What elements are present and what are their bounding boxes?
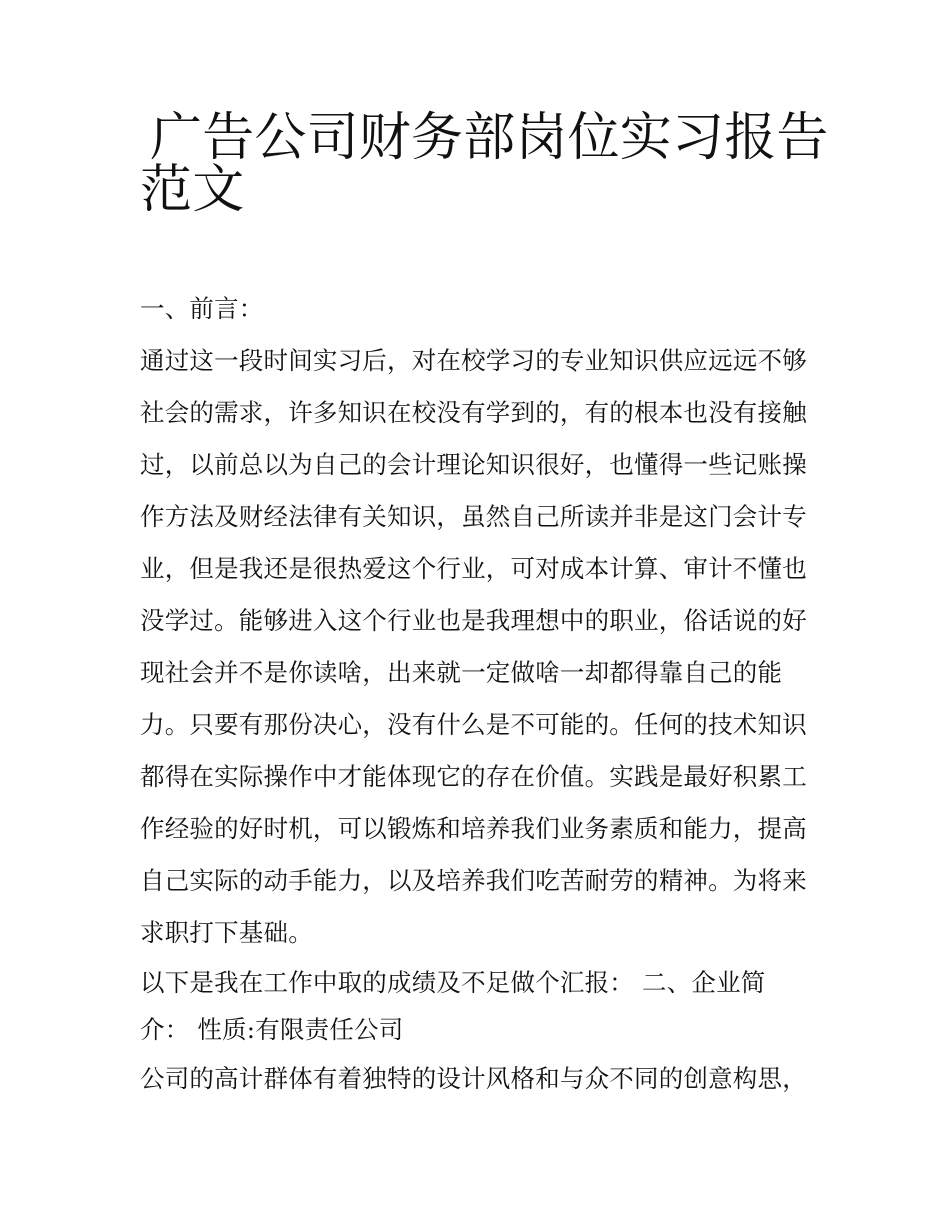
document-body	[140, 283, 830, 1105]
body-text-line: 没学过。能够进入这个行业也是我理想中的职业，俗话说的好	[140, 606, 807, 635]
title-line-1: 广告公司财务部岗位实习报告	[150, 108, 829, 168]
document-title	[140, 108, 829, 220]
section-heading-preface: 一、前言：	[140, 294, 264, 323]
body-text-line: 都得在实际操作中才能体现它的存在价值。实践是最好积累工	[140, 762, 807, 791]
body-text-line: 公司的高计群体有着独特的设计风格和与众不同的创意构思，	[140, 1064, 807, 1093]
body-text-line: 以下是我在工作中取的成绩及不足做个汇报： 二、企业简	[140, 968, 766, 997]
body-text-line: 作经验的好时机，可以锻炼和培养我们业务素质和能力，提高	[140, 814, 807, 843]
body-text-line: 介： 性质:有限责任公司	[140, 1015, 404, 1044]
body-text-line: 通过这一段时间实习后，对在校学习的专业知识供应远远不够	[140, 346, 807, 375]
body-text-line: 现社会并不是你读啥，出来就一定做啥一却都得靠自己的能	[140, 658, 783, 687]
body-text-line: 社会的需求，许多知识在校没有学到的，有的根本也没有接触	[140, 398, 807, 427]
body-text-line: 力。只要有那份决心，没有什么是不可能的。任何的技术知识	[140, 710, 807, 739]
body-text-line: 业，但是我还是很热爱这个行业，可对成本计算、审计不懂也	[140, 554, 807, 583]
body-text-line: 过，以前总以为自己的会计理论知识很好，也懂得一些记账操	[140, 450, 807, 479]
title-line-2: 范文	[140, 160, 245, 220]
body-text-line: 自己实际的动手能力，以及培养我们吃苦耐劳的精神。为将来	[140, 866, 807, 895]
body-text-line: 求职打下基础。	[140, 918, 313, 947]
body-text-line: 作方法及财经法律有关知识，虽然自己所读并非是这门会计专	[140, 502, 807, 531]
